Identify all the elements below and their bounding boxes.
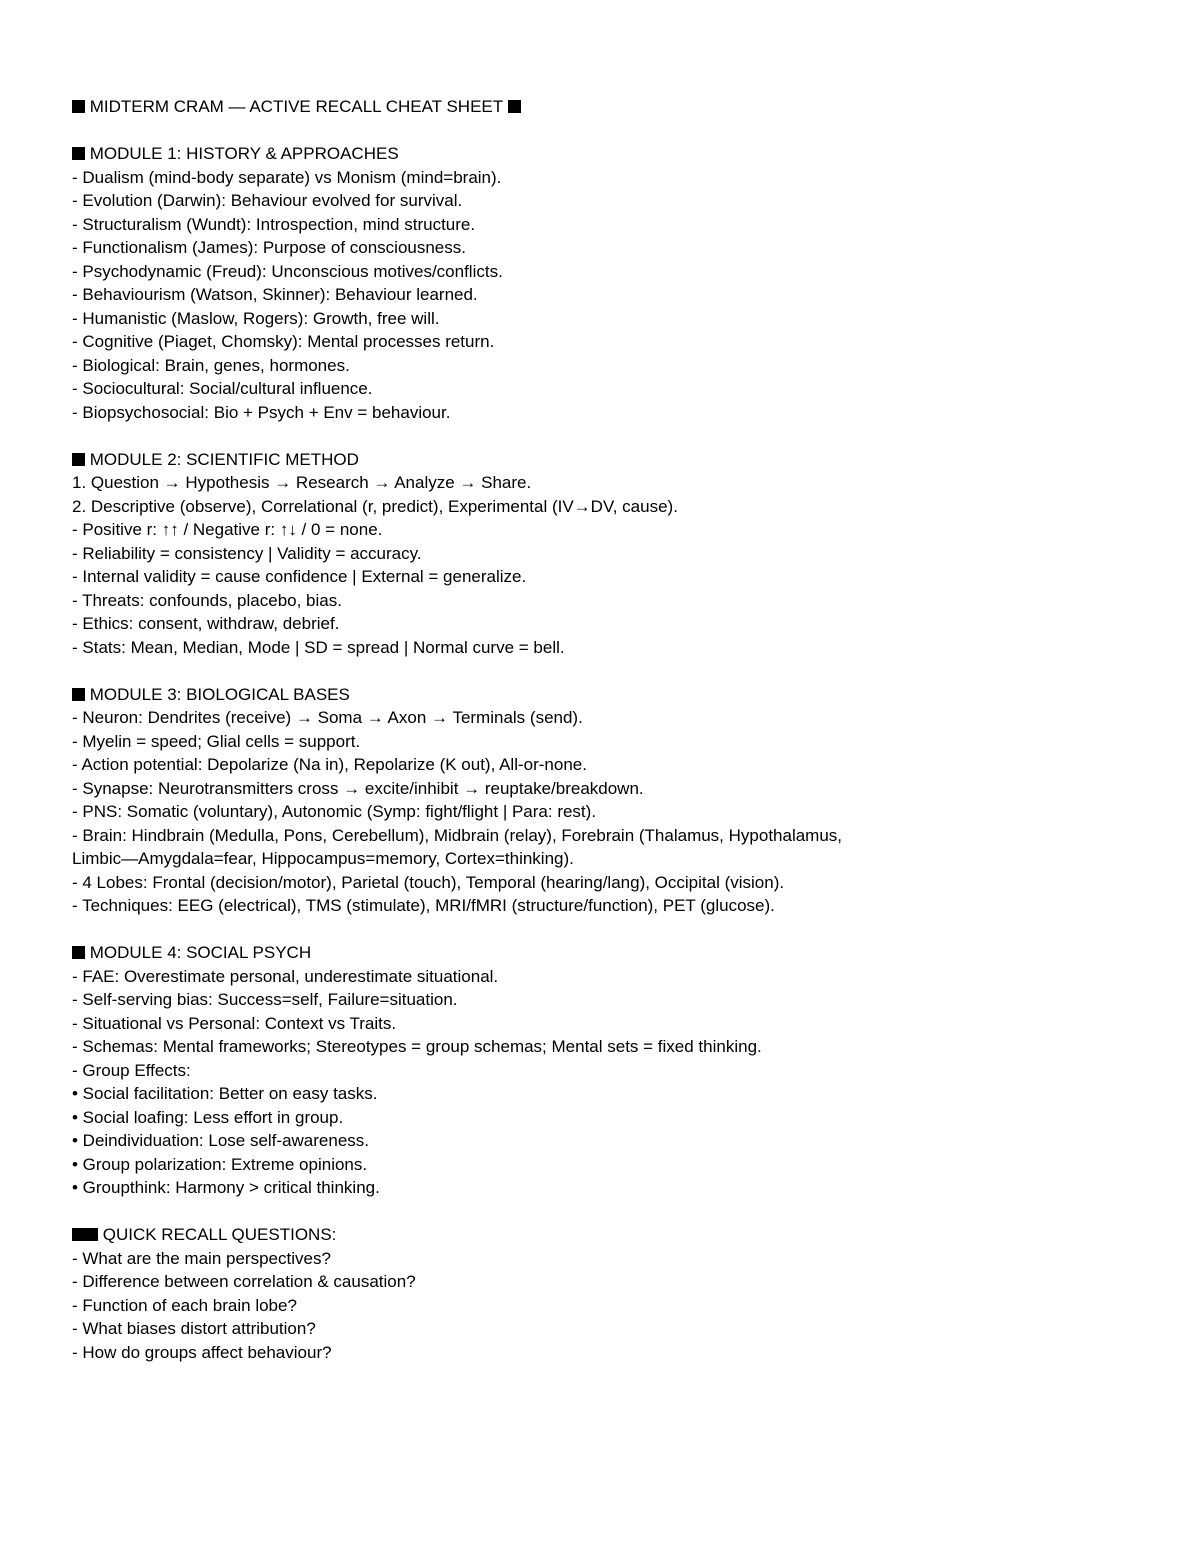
section-heading [72, 1223, 1172, 1247]
note-line: - Ethics: consent, withdraw, debrief. [72, 614, 340, 633]
square-bullet-icon [72, 688, 85, 701]
note-line: • Social loafing: Less effort in group. [72, 1107, 344, 1127]
square-bullet-icon [72, 147, 85, 160]
section-heading-text: MODULE 1: HISTORY & APPROACHES [89, 144, 399, 163]
section-module-1 [72, 142, 1172, 424]
note-line: - Brain: Hindbrain (Medulla, Pons, Cerebellum), Midbrain (relay), Forebrain (Thalamus, Hypothalamus, [72, 825, 843, 845]
square-bullet-icon [508, 100, 521, 113]
note-line: - Schemas: Mental frameworks; Stereotypes = group schemas; Mental sets = fixed thinking. [72, 1037, 762, 1056]
note-line: - Cognitive (Piaget, Chomsky): Mental processes return. [72, 332, 495, 351]
note-line: - Situational vs Personal: Context vs Traits. [72, 1013, 397, 1033]
note-line: - Structuralism (Wundt): Introspection, mind structure. [72, 214, 476, 234]
note-line: - Psychodynamic (Freud): Unconscious motives/conflicts. [72, 261, 503, 281]
note-line: - Stats: Mean, Median, Mode | SD = spread | Normal curve = bell. [72, 637, 565, 657]
note-line: - Group Effects: [72, 1060, 191, 1080]
note-line: - PNS: Somatic (voluntary), Autonomic (Symp: fight/flight | Para: rest). [72, 802, 597, 821]
cheat-sheet-page [72, 95, 1172, 1364]
note-line: - Threats: confounds, placebo, bias. [72, 590, 342, 610]
note-line: - Evolution (Darwin): Behaviour evolved for survival. [72, 191, 463, 210]
note-line: - What biases distort attribution? [72, 1319, 316, 1338]
note-line: - Sociocultural: Social/cultural influence. [72, 379, 373, 398]
note-line: - Self-serving bias: Success=self, Failure=situation. [72, 990, 458, 1009]
section-heading [72, 941, 1172, 965]
note-line: - Difference between correlation & causation? [72, 1272, 416, 1291]
note-line: - Myelin = speed; Glial cells = support. [72, 731, 361, 751]
sections-container [72, 142, 1172, 1364]
note-line: - Positive r: ↑↑ / Negative r: ↑↓ / 0 = none. [72, 520, 383, 539]
square-bullet-icon [72, 100, 85, 113]
note-line: • Groupthink: Harmony > critical thinking. [72, 1178, 380, 1197]
page-title-text: MIDTERM CRAM — ACTIVE RECALL CHEAT SHEET [89, 97, 503, 116]
section-module-2 [72, 448, 1172, 660]
note-line: - What are the main perspectives? [72, 1248, 331, 1268]
section-heading-text: QUICK RECALL QUESTIONS: [102, 1225, 337, 1244]
section-heading-text: MODULE 3: BIOLOGICAL BASES [89, 684, 350, 704]
note-line: - Humanistic (Maslow, Rogers): Growth, free will. [72, 308, 440, 328]
section-heading-text: MODULE 4: SOCIAL PSYCH [89, 943, 312, 962]
note-line: - Techniques: EEG (electrical), TMS (stimulate), MRI/fMRI (structure/function), PET (glucose). [72, 896, 775, 915]
note-line: • Social facilitation: Better on easy tasks. [72, 1084, 378, 1103]
note-line: - Reliability = consistency | Validity = accuracy. [72, 543, 422, 563]
section-heading [72, 448, 1172, 472]
page-title [72, 95, 1172, 119]
section-heading [72, 683, 1172, 707]
note-line: - Biopsychosocial: Bio + Psych + Env = behaviour. [72, 402, 451, 422]
note-line: - Dualism (mind-body separate) vs Monism (mind=brain). [72, 167, 502, 187]
square-bullet-icon [72, 946, 85, 959]
note-line: • Group polarization: Extreme opinions. [72, 1154, 368, 1174]
note-line: - Neuron: Dendrites (receive) → Soma → Axon → Terminals (send). [72, 708, 583, 727]
note-line: - How do groups affect behaviour? [72, 1342, 332, 1362]
note-line: - Functionalism (James): Purpose of consciousness. [72, 238, 466, 257]
note-line: - FAE: Overestimate personal, underestimate situational. [72, 966, 499, 986]
section-heading [72, 142, 1172, 166]
square-bullet-icon [85, 1228, 98, 1241]
section-module-3 [72, 683, 1172, 918]
note-line: Limbic—Amygdala=fear, Hippocampus=memory, Cortex=thinking). [72, 849, 574, 868]
section-module-4 [72, 941, 1172, 1200]
note-line: - Action potential: Depolarize (Na in), Repolarize (K out), All-or-none. [72, 755, 587, 774]
note-line: 1. Question → Hypothesis → Research → Analyze → Share. [72, 473, 532, 492]
note-line: - Behaviourism (Watson, Skinner): Behaviour learned. [72, 285, 478, 304]
square-bullet-icon [72, 1228, 85, 1241]
note-line: - 4 Lobes: Frontal (decision/motor), Parietal (touch), Temporal (hearing/lang), Occipital (vision). [72, 872, 785, 892]
square-bullet-icon [72, 453, 85, 466]
note-line: - Function of each brain lobe? [72, 1295, 297, 1315]
note-line: • Deindividuation: Lose self-awareness. [72, 1131, 370, 1150]
note-line: - Internal validity = cause confidence | External = generalize. [72, 567, 527, 586]
section-heading-text: MODULE 2: SCIENTIFIC METHOD [89, 449, 359, 469]
note-line: - Biological: Brain, genes, hormones. [72, 355, 350, 375]
section-module-5 [72, 1223, 1172, 1364]
note-line: 2. Descriptive (observe), Correlational (r, predict), Experimental (IV→DV, cause). [72, 496, 678, 516]
note-line: - Synapse: Neurotransmitters cross → excite/inhibit → reuptake/breakdown. [72, 778, 644, 798]
